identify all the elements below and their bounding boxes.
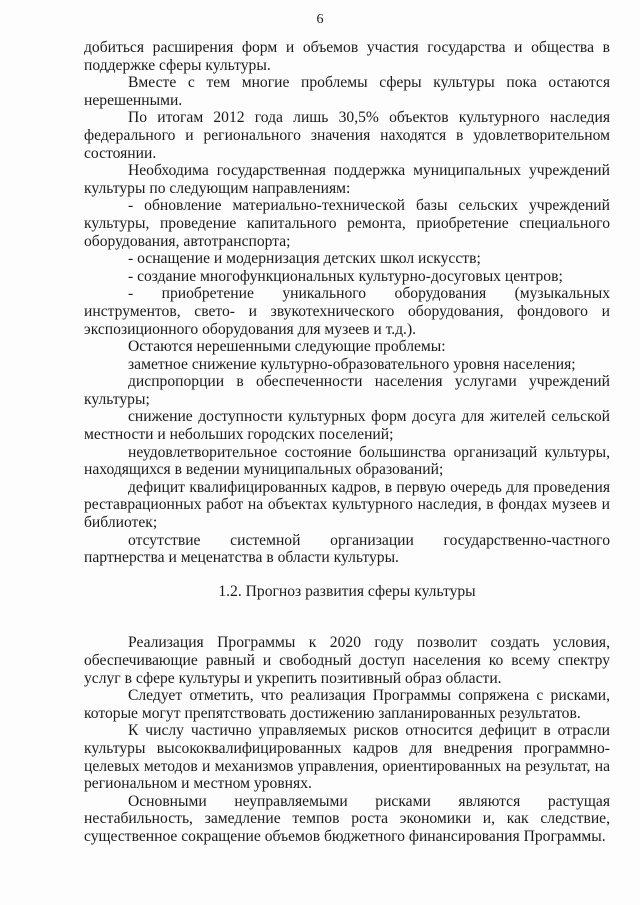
paragraph: Необходима государственная поддержка муниципальных учреждений культуры по следующим направлениям: bbox=[84, 162, 610, 197]
page-number: 6 bbox=[316, 12, 324, 27]
list-item: диспропорции в обеспеченности населения услугами учреждений культуры; bbox=[84, 373, 610, 408]
document-body bbox=[84, 39, 610, 846]
paragraph: добиться расширения форм и объемов участия государства и общества в поддержке сферы культуры. bbox=[84, 39, 610, 74]
paragraph: Остаются нерешенными следующие проблемы: bbox=[128, 338, 446, 356]
list-item: отсутствие системной организации государственно-частного партнерства и меценатства в области культуры. bbox=[84, 531, 610, 567]
paragraph: Следует отметить, что реализация Программы сопряжена с рисками, которые могут препятствовать достижению запланированных результатов. bbox=[84, 687, 610, 722]
paragraph: Основными неуправляемыми рисками являются растущая нестабильность, замедление темпов роста экономики и, как следствие, существенное сокращение объемов бюджетного финансирования Программы. bbox=[84, 792, 610, 845]
paragraph: Реализация Программы к 2020 году позволит создать условия, обеспечивающие равный и свободный доступ населения ко всему спектру услуг в сфере культуры и укрепить позитивный образ области. bbox=[84, 634, 610, 687]
list-item: - обновление материально-технической базы сельских учреждений культуры, проведение капитального ремонта, приобретение специального оборудования, автотранспорта; bbox=[84, 197, 610, 250]
list-item: заметное снижение культурно-образовательного уровня населения; bbox=[128, 355, 576, 373]
list-item: дефицит квалифицированных кадров, в первую очередь для проведения реставрационных работ на объектах культурного наследия, в фондах музеев и библиотек; bbox=[84, 478, 610, 532]
list-item: снижение доступности культурных форм досуга для жителей сельской местности и небольших городских поселений; bbox=[84, 408, 610, 444]
paragraph: По итогам 2012 года лишь 30,5% объектов культурного наследия федерального и регионального значения находятся в удовлетворительном состоянии. bbox=[84, 109, 610, 162]
list-item: - приобретение уникального оборудования (музыкальных инструментов, свето- и звукотехнического оборудования, фондового и экспозиционного оборудования для музеев и т.д.). bbox=[84, 285, 610, 338]
list-item: неудовлетворительное состояние большинства организаций культуры, находящихся в ведении муниципальных образований; bbox=[84, 443, 610, 479]
paragraph: Вместе с тем многие проблемы сферы культуры пока остаются нерешенными. bbox=[84, 74, 610, 109]
paragraph: К числу частично управляемых рисков относится дефицит в отрасли культуры высококвалифицированных кадров для внедрения программно-целевых методов и механизмов управления, ориентированных на результат, на региональном и местном уровнях. bbox=[84, 722, 610, 793]
list-item: - создание многофункциональных культурно-досуговых центров; bbox=[128, 267, 563, 285]
section-heading: 1.2. Прогноз развития сферы культуры bbox=[218, 582, 476, 600]
list-item: - оснащение и модернизация детских школ искусств; bbox=[128, 250, 481, 268]
